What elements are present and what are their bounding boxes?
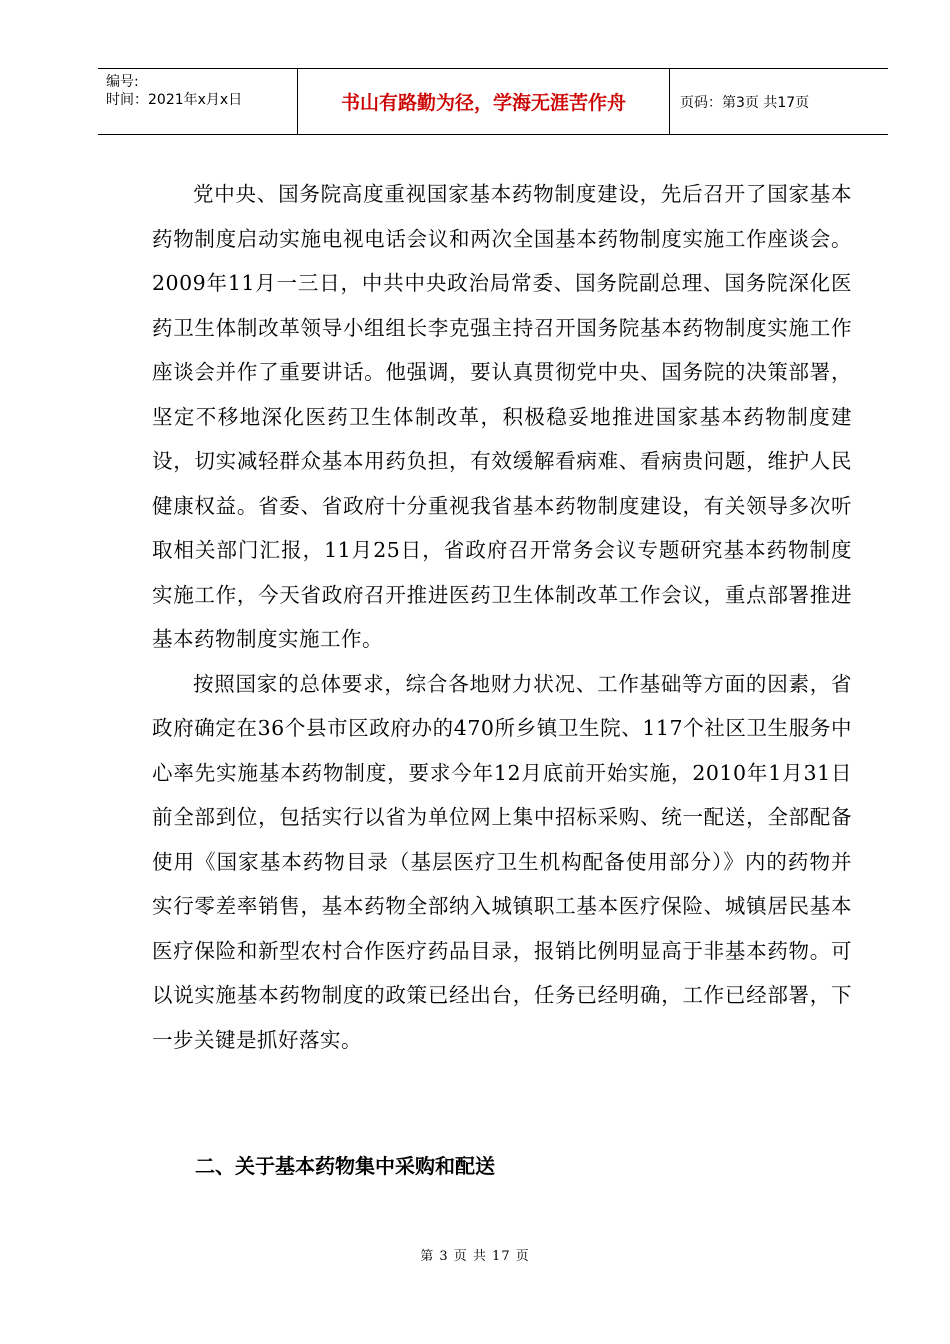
header-meta — [98, 69, 298, 134]
paragraph-1: 党中央、国务院高度重视国家基本药物制度建设，先后召开了国家基本药物制度启动实施电视电话会议和两次全国基本药物制度实施工作座谈会。2009年11月一三日，中共中央政治局常委、国务院副总理、国务院深化医药卫生体制改革领导小组组长李克强主持召开国务院基本药物制度实施工作座谈会并作了重要讲话。他强调，要认真贯彻党中央、国务院的决策部署，坚定不移地深化医药卫生体制改革，积极稳妥地推进国家基本药物制度建设，切实减轻群众基本用药负担，有效缓解看病难、看病贵问题，维护人民健康权益。省委、省政府十分重视我省基本药物制度建设，有关领导多次听取相关部门汇报，11月25日，省政府召开常务会议专题研究基本药物制度实施工作，今天省政府召开推进医药卫生体制改革工作会议，重点部署推进基本药物制度实施工作。 — [152, 182, 852, 651]
time-label: 时间：2021年x月x日 — [106, 92, 243, 108]
header-motto: 书山有路勤为径，学海无涯苦作舟 — [298, 69, 670, 134]
document-body — [152, 172, 852, 1062]
header-page-info: 页码：第3页 共17页 — [680, 94, 810, 111]
page-header — [98, 68, 888, 135]
paragraph-2: 按照国家的总体要求，综合各地财力状况、工作基础等方面的因素，省政府确定在36个县市区政府办的470所乡镇卫生院、117个社区卫生服务中心率先实施基本药物制度，要求今年12月底前开始实施，2010年1月31日前全部到位，包括实行以省为单位网上集中招标采购、统一配送，全部配备使用《国家基本药物目录（基层医疗卫生机构配备使用部分）》内的药物并实行零差率销售，基本药物全部纳入城镇职工基本医疗保险、城镇居民基本医疗保险和新型农村合作医疗药品目录，报销比例明显高于非基本药物。可以说实施基本药物制度的政策已经出台，任务已经明确，工作已经部署，下一步关键是抓好落实。 — [152, 671, 852, 1052]
serial-label: 编号: — [106, 74, 139, 90]
section-heading: 二、关于基本药物集中采购和配送 — [195, 1154, 495, 1178]
page-footer: 第 3 页 共 17 页 — [420, 1249, 530, 1264]
